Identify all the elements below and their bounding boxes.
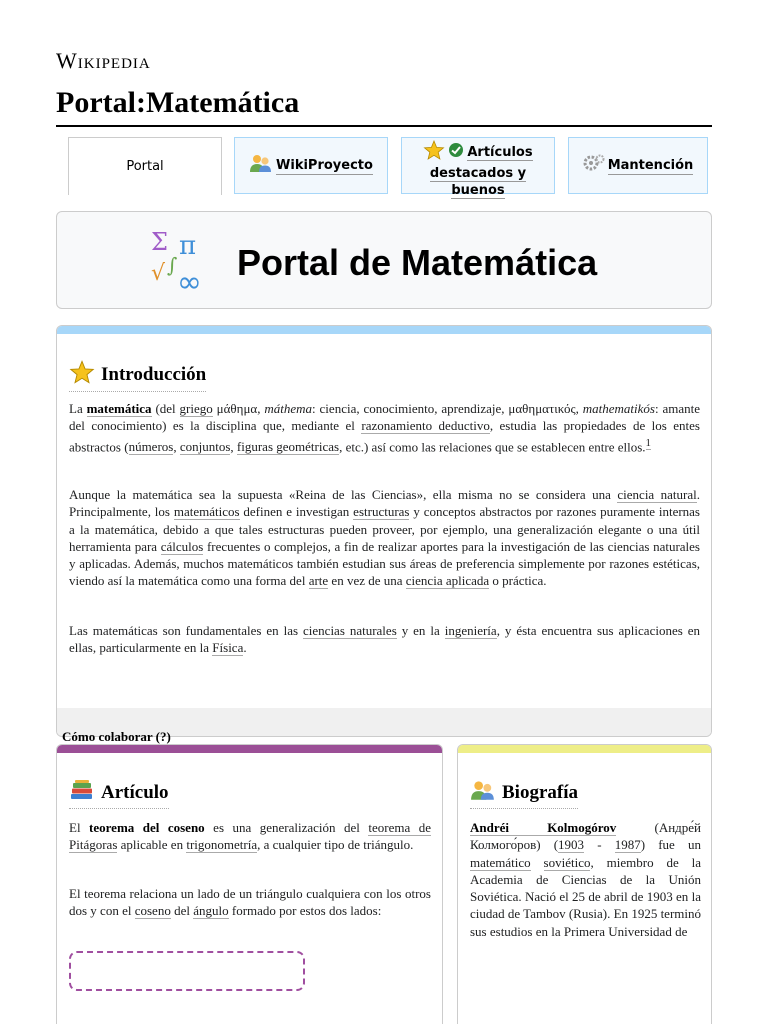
intro-paragraph-2 [69,486,700,590]
star-icon [69,360,95,390]
link-calculos[interactable]: cálculos [160,538,204,554]
link-razonamiento-deductivo[interactable]: razonamiento deductivo [361,418,490,434]
intro-paragraph-1 [69,400,700,455]
text: - [584,837,615,853]
page-title: Portal:Matemática [56,86,300,119]
article-heading-text: Artículo [101,782,169,803]
math-symbols-logo [149,228,221,294]
text: (del [151,401,180,416]
text: . [243,640,247,656]
link-ciencias-naturales[interactable]: ciencias naturales [303,623,397,638]
link-arte[interactable]: arte [308,573,329,589]
text: , etc.) así como las relaciones que se establecen entre ellos. [339,438,646,454]
text: frecuentes o complejos, a fin de realizar aportes para la investigación de las ciencias naturales y aplicadas. Además, muchos matemáticos también estudian sus áreas de preferencia simplemente por razones estéticas, viendo así la matemática como una forma del [69,538,700,589]
link-ciencia-aplicada[interactable]: ciencia aplicada [405,573,490,589]
text: , estudia las propiedades de los entes abstractos ( [69,418,700,454]
link-conjuntos[interactable]: conjuntos [179,438,231,454]
text: . Principalmente, los [69,487,700,520]
link-ingenieria[interactable]: ingeniería [444,623,497,638]
text: , [230,438,237,454]
intro-heading [69,360,206,392]
formula-box [69,951,305,991]
star-icon [423,140,445,165]
svg-text:Σ: Σ [151,228,168,256]
bold-term: teorema del coseno [89,820,205,835]
biography-paragraph [470,819,701,940]
tab-portal[interactable] [68,137,222,195]
people-icon [249,153,273,178]
link-angulo[interactable]: ángulo [193,903,229,919]
link-teorema-de-pitagoras[interactable]: teorema de Pitágoras [69,820,431,853]
tab-destacados-label: Artículos destacados y buenos [429,145,533,198]
text: o práctica. [489,573,547,589]
tab-mantencion[interactable] [568,137,708,194]
text: es una generalización del [204,820,369,835]
wikipedia-wordmark[interactable]: Wikipedia [56,48,151,73]
link-matematicos[interactable]: matemáticos [173,504,240,520]
link-coseno[interactable]: coseno [134,903,171,919]
italic-term: máthema [264,401,313,416]
link-trigonometria[interactable]: trigonometría [186,837,258,853]
link-1987[interactable]: 1987 [614,837,641,853]
link-matematico[interactable]: matemático [470,854,531,870]
intro-box [56,325,712,737]
svg-text:∞: ∞ [177,265,202,294]
text: (Андре́й Колмого́ров) ( [470,820,702,853]
text [531,855,544,870]
gear-icon [583,153,605,178]
article-heading [69,779,169,809]
tab-destacados[interactable] [401,137,555,198]
intro-paragraph-3 [69,622,700,657]
link-numeros[interactable]: números [128,438,174,454]
italic-term: mathematikós [582,401,655,416]
text: Las matemáticas son fundamentales en las [69,623,304,638]
text: : ciencia, conocimiento, aprendizaje, μαθηματικός, [312,401,583,416]
tab-portal-label: Portal [126,159,164,174]
books-icon [69,779,95,807]
biography-color-bar [458,745,711,753]
text: ) fue un [640,837,701,853]
link-griego[interactable]: griego [179,401,213,416]
title-divider [56,125,712,127]
biography-heading [470,779,578,809]
tab-wikiproyecto-label: WikiProyecto [276,157,373,173]
svg-text:∫: ∫ [167,253,178,277]
text: definen e investigan [239,504,354,520]
text: Aunque la matemática sea la supuesta «Reina de las Ciencias», ella misma no se considera una [69,487,618,502]
article-paragraph-1 [69,819,431,854]
biography-box [457,744,712,1024]
article-paragraph-2 [69,885,431,920]
text: El teorema relaciona un lado de un triángulo cualquiera con los otros dos y con el [69,886,431,919]
text: , [173,438,180,454]
text: μάθημα, [212,401,265,416]
tab-mantencion-label: Mantención [607,157,694,173]
text: aplicable en [117,837,187,853]
link-ciencia-natural[interactable]: ciencia natural [617,487,697,502]
intro-color-bar [57,326,711,334]
article-color-bar [57,745,442,753]
portal-banner [56,211,712,309]
intro-heading-text: Introducción [101,364,207,385]
text: El [69,820,90,835]
link-figuras-geometricas[interactable]: figuras geométricas [236,438,340,454]
biography-heading-text: Biografía [502,782,578,803]
text: en vez de una [328,573,406,589]
text: y conceptos abstractos por razones puramente internas a la matemática, debido a que tales estructuras pueden proveer, por ejemplo, una generalización elegante o una útil herramienta para [69,504,700,554]
text: formado por estos dos lados: [228,903,382,919]
text: La [69,401,87,416]
text: : amante del conocimiento) es la disciplina que, mediante el [69,401,700,434]
link-1903[interactable]: 1903 [558,837,585,853]
text: y en la [396,623,445,638]
svg-text:√: √ [151,261,166,286]
svg-text:π: π [179,231,197,261]
link-estructuras[interactable]: estructuras [353,504,410,520]
link-sovietico[interactable]: soviético [543,854,591,870]
bold-term: matemática [86,401,152,416]
text: , miembro de la Academia de Ciencias de la Unión Soviética. Nació el 25 de abril de 1903 en la ciudad de Tambov (Rusia). En 1925 terminó sus estudios en la Primera Universidad de [470,854,702,939]
text: , a cualquier tipo de triángulo. [257,837,414,853]
article-box [56,744,443,1024]
text: , y ésta encuentra sus aplicaciones en ellas, particularmente en la [69,623,700,656]
portal-tabs [56,137,712,198]
check-icon [448,142,464,163]
link-andrei-kolmogorov[interactable]: Andréi Kolmogórov [470,820,617,835]
collaborate-link[interactable]: Cómo colaborar (?) [62,729,171,744]
tab-wikiproyecto[interactable] [234,137,388,194]
text: del [170,903,194,919]
reference-link[interactable]: 1 [645,436,651,449]
link-fisica[interactable]: Física [212,640,244,656]
portal-banner-title: Portal de Matemática [237,242,598,283]
people-icon [470,779,496,807]
